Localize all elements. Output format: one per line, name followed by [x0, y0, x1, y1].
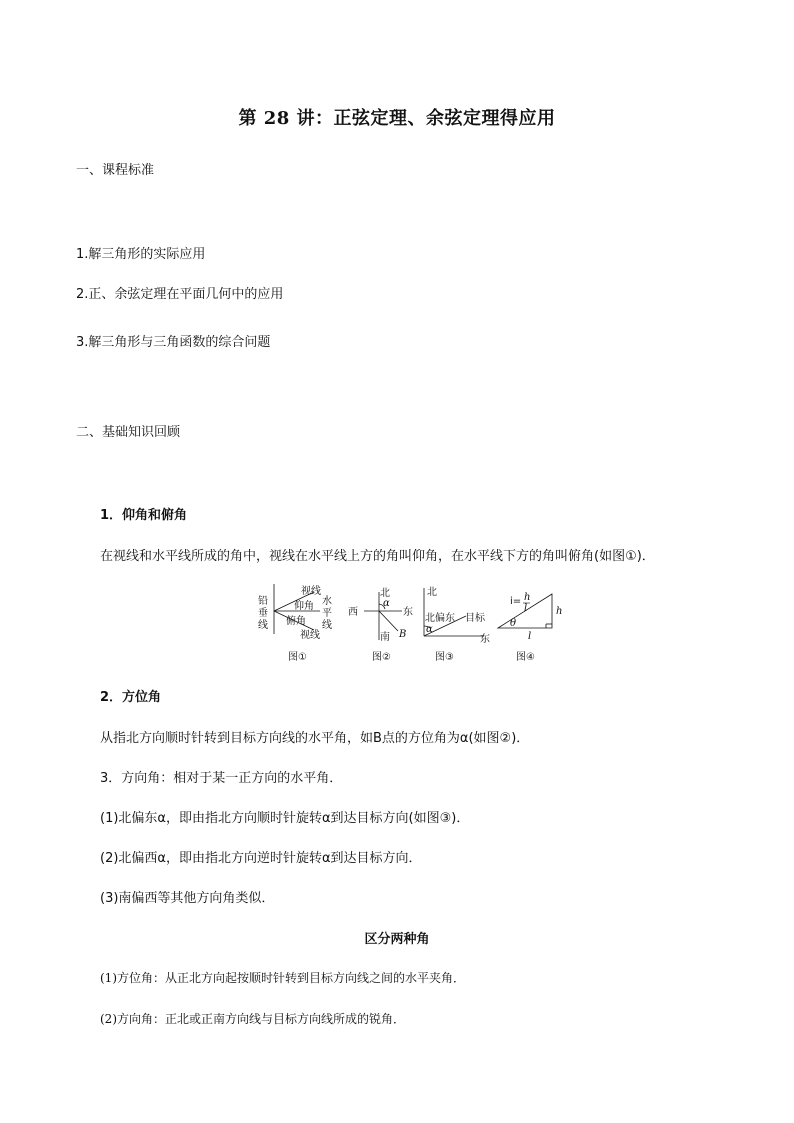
- azimuth-text: 从指北方向顺时针转到目标方向线的水平角，如B点的方位角为α(如图②)．: [100, 731, 530, 746]
- note-item-1: (1)方位角：从正北方向起按顺时针转到目标方向线之间的水平夹角．: [100, 971, 466, 985]
- fig4-theta: θ: [510, 618, 517, 629]
- fig2-south: 南: [380, 632, 390, 643]
- standard-item-2: 2.正、余弦定理在平面几何中的应用: [76, 287, 284, 302]
- note-title: 区分两种角: [364, 932, 430, 947]
- fig3-north: 北: [427, 587, 437, 598]
- fig1-plumb-2: 垂: [258, 608, 268, 619]
- note-item-2: (2)方向角：正北或正南方向线与目标方向线所成的锐角．: [100, 1012, 406, 1026]
- direction-item-1: (1)北偏东α，即由指北方向顺时针旋转α到达目标方向(如图③)．: [100, 811, 470, 826]
- angle-figures-svg: [252, 584, 563, 664]
- fig1-elevation: 仰角: [294, 601, 314, 612]
- standard-item-1: 1.解三角形的实际应用: [76, 247, 206, 262]
- elevation-depression-text: 在视线和水平线所成的角中，视线在水平线上方的角叫仰角，在水平线下方的角叫俯角(如图①)．: [100, 549, 655, 564]
- fig2-east: 东: [403, 607, 413, 618]
- fig4-caption: 图④: [516, 652, 535, 663]
- fig1-horizontal-2: 平: [322, 608, 332, 619]
- fig2-alpha: α: [383, 598, 390, 609]
- fig1-plumb-3: 线: [258, 620, 268, 631]
- fig1-sight-top: 视线: [301, 586, 321, 597]
- fig1-horizontal-3: 线: [322, 620, 332, 631]
- direction-b-line: [379, 611, 398, 631]
- fig3-east: 东: [480, 634, 490, 645]
- fig2-west: 西: [348, 607, 358, 618]
- fig4-length: l: [528, 631, 532, 642]
- direction-item-3: (3)南偏西等其他方向角类似．: [100, 891, 275, 906]
- fig3-alpha: α: [426, 624, 433, 635]
- fig2-caption: 图②: [372, 652, 391, 663]
- section-heading-basics: 二、基础知识回顾: [76, 425, 181, 440]
- fig3-north-east: 北偏东: [425, 613, 455, 624]
- fig2-north: 北: [380, 588, 390, 599]
- fig3-target: 目标: [465, 613, 485, 624]
- page-title: 第 28 讲：正弦定理、余弦定理得应用: [238, 108, 556, 129]
- fig2-point-b: B: [399, 629, 407, 640]
- direction-item-2: (2)北偏西α，即由指北方向逆时针旋转α到达目标方向．: [100, 851, 422, 866]
- fig1-sight-bottom: 视线: [300, 630, 320, 641]
- fig1-plumb-1: 铅: [258, 596, 268, 607]
- elevation-depression-title: 1．仰角和俯角: [100, 508, 188, 523]
- section-heading-course-standard: 一、课程标准: [76, 163, 155, 178]
- fig3-caption: 图③: [435, 652, 454, 663]
- fig1-horizontal-1: 水: [322, 596, 332, 607]
- fig4-height: h: [556, 606, 563, 617]
- fig4-ratio-l: l: [524, 603, 528, 614]
- direction-angle-title: 3．方向角：相对于某一正方向的水平角．: [100, 771, 343, 786]
- standard-item-3: 3.解三角形与三角函数的综合问题: [76, 335, 271, 350]
- fig1-caption: 图①: [288, 652, 307, 663]
- fig1-depression: 俯角: [286, 616, 306, 627]
- azimuth-title: 2．方位角: [100, 690, 162, 705]
- fig4-ratio-h: h: [524, 592, 531, 603]
- angle-figures: [252, 584, 563, 664]
- fig4-ratio-prefix: i=: [510, 596, 522, 607]
